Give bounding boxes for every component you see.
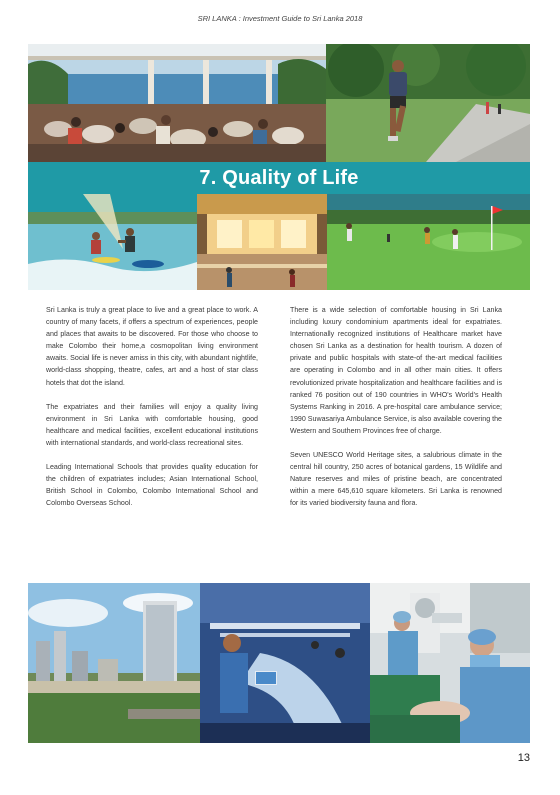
text-column-right — [290, 304, 502, 522]
photo-city-skyline — [28, 583, 200, 743]
running-header: SRI LANKA : Investment Guide to Sri Lanka 2018 — [197, 14, 363, 23]
paragraph: Sri Lanka is truly a great place to live and a great place to work. A country of many facets, if offers a spectrum of experiences, people and places that awaits to be discovered. For those who choose to make Colombo their home,a cosmopolitan living environment awaits. Social life is never amiss in this city, with abundant nightlife, world-class shopping, theatre, cafes, art and a host of star class hotels that dot the island. — [46, 306, 258, 387]
paragraph: Leading International Schools that provides quality education for the children of expatriates includes; Asian International School, British School in Colombo, Colombo International School and Colombo Overseas School. — [46, 463, 258, 508]
paragraph: Seven UNESCO World Heritage sites, a salubrious climate in the central hill country, 250 acres of botanical gardens, 15 Wildlife and Nature reserves and miles of pristine beach, are concentrated within a mere 645,610 square kilometers. Sri Lanka is renowned for its varied biodiversity fauna and flora. — [290, 451, 502, 508]
page-number: 13 — [517, 752, 530, 764]
photo-it-office — [200, 583, 370, 743]
paragraph: There is a wide selection of comfortable housing in Sri Lanka including luxury condominium apartments ideal for expatriates. Internationally recognized institutions of Healthcare market have chosen Sri Lanka as a destination for health tourism. A dozen of private and public hospitals with state-of the-art medical facilities are operating in Colombo and in all other main cities. It offers revolutionized private hospitalization and healthcare facilities and is ranked 76 position out of 190 countries in WHO's World's Health Systems Ranking in 2016. A pre-hospital care ambulance service; 1990 Suwasariya Ambulance Service, is also available covering the Western and Southern Provinces free of charge. — [290, 306, 502, 435]
text-column-left — [46, 304, 258, 521]
photo-shopping-mall — [197, 194, 327, 290]
photo-beach-cafe — [28, 44, 326, 162]
paragraph: The expatriates and their families will enjoy a quality living environment in Sri Lanka with comfortable housing, good healthcare and medical facilities, excellent educational institutions with international standards, and world-class recreational sites. — [46, 402, 258, 447]
photo-jogger — [326, 44, 530, 162]
photo-healthcare — [370, 583, 530, 743]
photo-golf-course — [327, 194, 530, 290]
section-title-banner — [28, 162, 530, 194]
section-title: 7. Quality of Life — [199, 166, 359, 189]
photo-kitesurfing — [28, 194, 197, 290]
